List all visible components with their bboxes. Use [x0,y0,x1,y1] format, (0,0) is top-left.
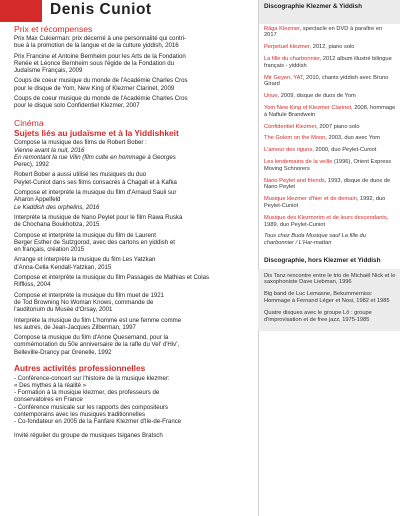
prix-entry [14,53,252,75]
disco-detail: , 2003, duo avec Yom [325,135,381,142]
disco-item [264,44,396,51]
prix-line: Prix Max Cukierman: prix décerné à une personnalité qui contri- [14,35,187,42]
cinema-line: Aharon Appelfeld [14,196,61,204]
cinema-line: Riffkiss, 2004 [14,281,51,289]
disco-detail: , 2007 piano solo [316,123,360,130]
disco-item [264,93,396,100]
prix-entry [14,77,252,92]
cinema-line: Le Kaddish des orphelins, 2016 [14,203,100,211]
cinema-line: Compose et interprète la musique du film muet de 1921 [14,291,165,299]
disco-item [264,178,396,192]
cinema-line: d'Anna-Cella Kendall-Yatzkan, 2015 [14,263,112,271]
disco-detail: , 1992, duo Peylet-Cuniot [264,196,386,209]
author-name: Denis Cuniot [50,1,152,18]
label-note: Tous chez Buda Musique sauf La fille du charbonnier / L'Har-mattan [264,233,366,247]
disco-detail: , 1989, duo Peylet-Cuniot [264,214,389,228]
disco-detail: , 1993, disque de duos de Nano Peylet [264,177,391,191]
cinema-line: Arrange et interprète la musique du film Les Yatzkan [14,256,156,264]
cinema-line: Interprète la musique de Nano Peylet pour le film Rawa Ruska [14,213,183,221]
cinema-line: Compose et interprète la musique du film de Laurent [14,231,156,239]
prix-line: Coups de coeur musique du monde de l'Académie Charles Cros [14,77,188,85]
hors-item: Dis Tanz rencontre entre le trio de Michaël Nick et le saxophoniste Dave Liebman, 1996 [264,272,396,286]
cinema-entry [14,171,252,186]
cinema-line: les autres, de Jean-Jacques Zilberman, 1997 [14,323,136,331]
disco-title: Musique des Klezmorim et de leurs descendants [264,214,387,221]
prix-entry [14,95,252,110]
cinema-entry [14,334,252,356]
autres-line: - Conférence musicale sur les rapports des compositeurs [14,403,169,411]
disco-item [264,105,396,119]
autres-line: - Conférence-concert sur l'histoire de la musique klezmer: [14,374,170,382]
disco-detail: , 2010, chants yiddish avec Bruno Girard [264,74,389,88]
prix-title: Prix et récompenses [14,24,93,34]
autres-line: - Formation à la musique klezmer, des professeurs de [14,389,160,397]
cinema-line: Compose la musique du film d'Anne Quesemand, pour la [14,334,169,342]
prix-line: Coups de coeur musique du monde de l'Académie Charles Cros [14,95,188,103]
disco-title: L'amour des riguns [264,147,313,154]
cinema-line: Perec), 1992 [14,161,49,169]
cinema-line: Peylet-Cuniot dans ses films consacrés à Chagall et à Kafka [14,178,177,186]
disco-item [264,159,396,173]
disco-title: Mir Geyen, YAT [264,74,303,81]
prix-line: pour le disque solo Confidentiel Klezmer, 2007 [14,102,140,110]
cinema-line: en français, création 2015 [14,246,85,254]
cinema-line: de Chochana Boukhobza, 2015 [14,221,100,229]
hors-box [258,269,400,332]
autres-line: « Des mythes à la réalité » [14,381,87,389]
cinema-line: Interprète la musique du film L'homme est une femme comme [14,316,182,324]
cinema-entry [14,214,252,229]
disco-item [264,215,396,229]
left-column [14,24,252,439]
hors-item: Big band de Luc Lemasne, Bekummerniss: Hommage à Fernand Léger et Nosi, 1982 et 1985 [264,291,390,304]
cinema-entry [14,256,252,271]
autres-footnote: Invité régulier du groupe de musiques tsiganes Bratsch [14,431,163,439]
cinema-subtitle: Sujets liés au judaïsme et à la Yiddishkeit [14,127,179,138]
disco-item [264,124,396,131]
cinema-line: commémoration du 50e anniversaire de la rafle du Vel' d'Hiv', [14,341,180,349]
cinema-line: Robert Bober a aussi utilisé les musiques du duo [14,171,147,179]
disco-detail: , 2000, duo Peylet-Cuniot [312,147,377,154]
disco-title: Nano Peylet and friends [264,177,325,184]
cinema-entry [14,189,252,211]
cinema-line: Compose la musique des films de Robert Bober : [14,139,147,147]
autres-line: - Co-fondateur en 2005 de la Fanfare Klezmer d'Ile-de-France [14,418,182,426]
prix-line: Prix Francine et Antoine Bernheim pour les Arts de la Fondation [14,52,186,60]
prix-line: Judaïsme Français, 2009 [14,67,83,75]
disco-detail: , 2012, piano solo [309,44,355,51]
disco-item [264,56,396,70]
autres-line: contemporains avec les musiques traditionnelles [14,411,146,419]
cinema-entry [14,139,252,168]
disco-title: Yom New King of Klezmer Clarinet [264,104,352,111]
cinema-line: Belleville-Drancy par Grenelle, 1992 [14,348,112,356]
disco-title: Musique klezmer d'hier et de demain [264,196,357,203]
hors-item: Quatre disques avec le groupe Lô : groupe d'improvisation et de free jazz, 1975-1985 [264,309,372,323]
disco-item [264,75,396,89]
disco-detail: , 2012 album illustré bilingue français - yiddish [264,55,392,69]
right-column [264,3,396,331]
prix-line: bue à la promotion de la langue et de la culture yiddish, 2016 [14,42,179,50]
cinema-title: Cinéma [14,117,44,128]
prix-line: pour le disque de Yom, New King of Klezmer Clarinet, 2009 [14,84,175,92]
disco-item [264,147,396,154]
red-header-tab [0,0,42,22]
cinema-entry [14,232,252,254]
disco-detail: , 2008, hommage à Naftule Brandwein [264,104,396,118]
disco-title: Confidentiel Klezmer [264,123,317,130]
cinema-line: Berger Esther de Sutzgorod, avec des cartons en yiddish et [14,238,175,246]
column-divider [258,0,259,516]
cinema-entry [14,317,252,332]
disco-heading: Discographie Klezmer & Yiddish [264,3,363,10]
disco-detail: , spectacle en DVD à paraître en 2017 [264,25,383,39]
cinema-entry [14,274,252,289]
prix-entry [14,35,252,50]
disco-item [264,135,396,142]
disco-title: Unue [264,93,278,100]
cinema-line: l'auditorium du Musée d'Orsay, 2001 [14,306,113,314]
hors-heading: Discographie, hors Klezmer et Yiddish [264,256,381,264]
disco-title: Rāga Klezmer [264,25,300,32]
prix-line: Renée et Léonce Bernheim sous l'égide de la Fondation du [14,59,175,67]
autres-title: Autres activités professionnelles [14,362,146,373]
cinema-line: En remontant la rue Vilin (film culte en hommage à Georges [14,153,176,161]
cinema-line: Compose et interprète la musique du film Passages de Mathias et Colas [14,274,210,282]
disco-title: The Golem on the Moon [264,135,326,142]
autres-line: conservatoires en France [14,396,83,404]
disco-detail: (1996), Orient Express Moving Schnorers [264,158,392,172]
disco-item [264,26,396,40]
disco-title: Les lendemains de la veille [264,158,333,165]
cinema-line: de Tod Browning No Woman Knows, commande de [14,298,154,306]
disco-detail: , 2009, disque de duos de Yom [277,93,356,100]
disco-title: La fille du charbonnier [264,55,320,62]
cinema-line: Compose et interprète la musique du film d'Arnaud Sauli sur [14,189,177,197]
disco-title: Perpetuel klezmer [264,44,310,51]
disco-item [264,196,396,210]
cinema-entry [14,292,252,314]
cinema-line: Vienne avant la nuit, 2016 [14,146,85,154]
